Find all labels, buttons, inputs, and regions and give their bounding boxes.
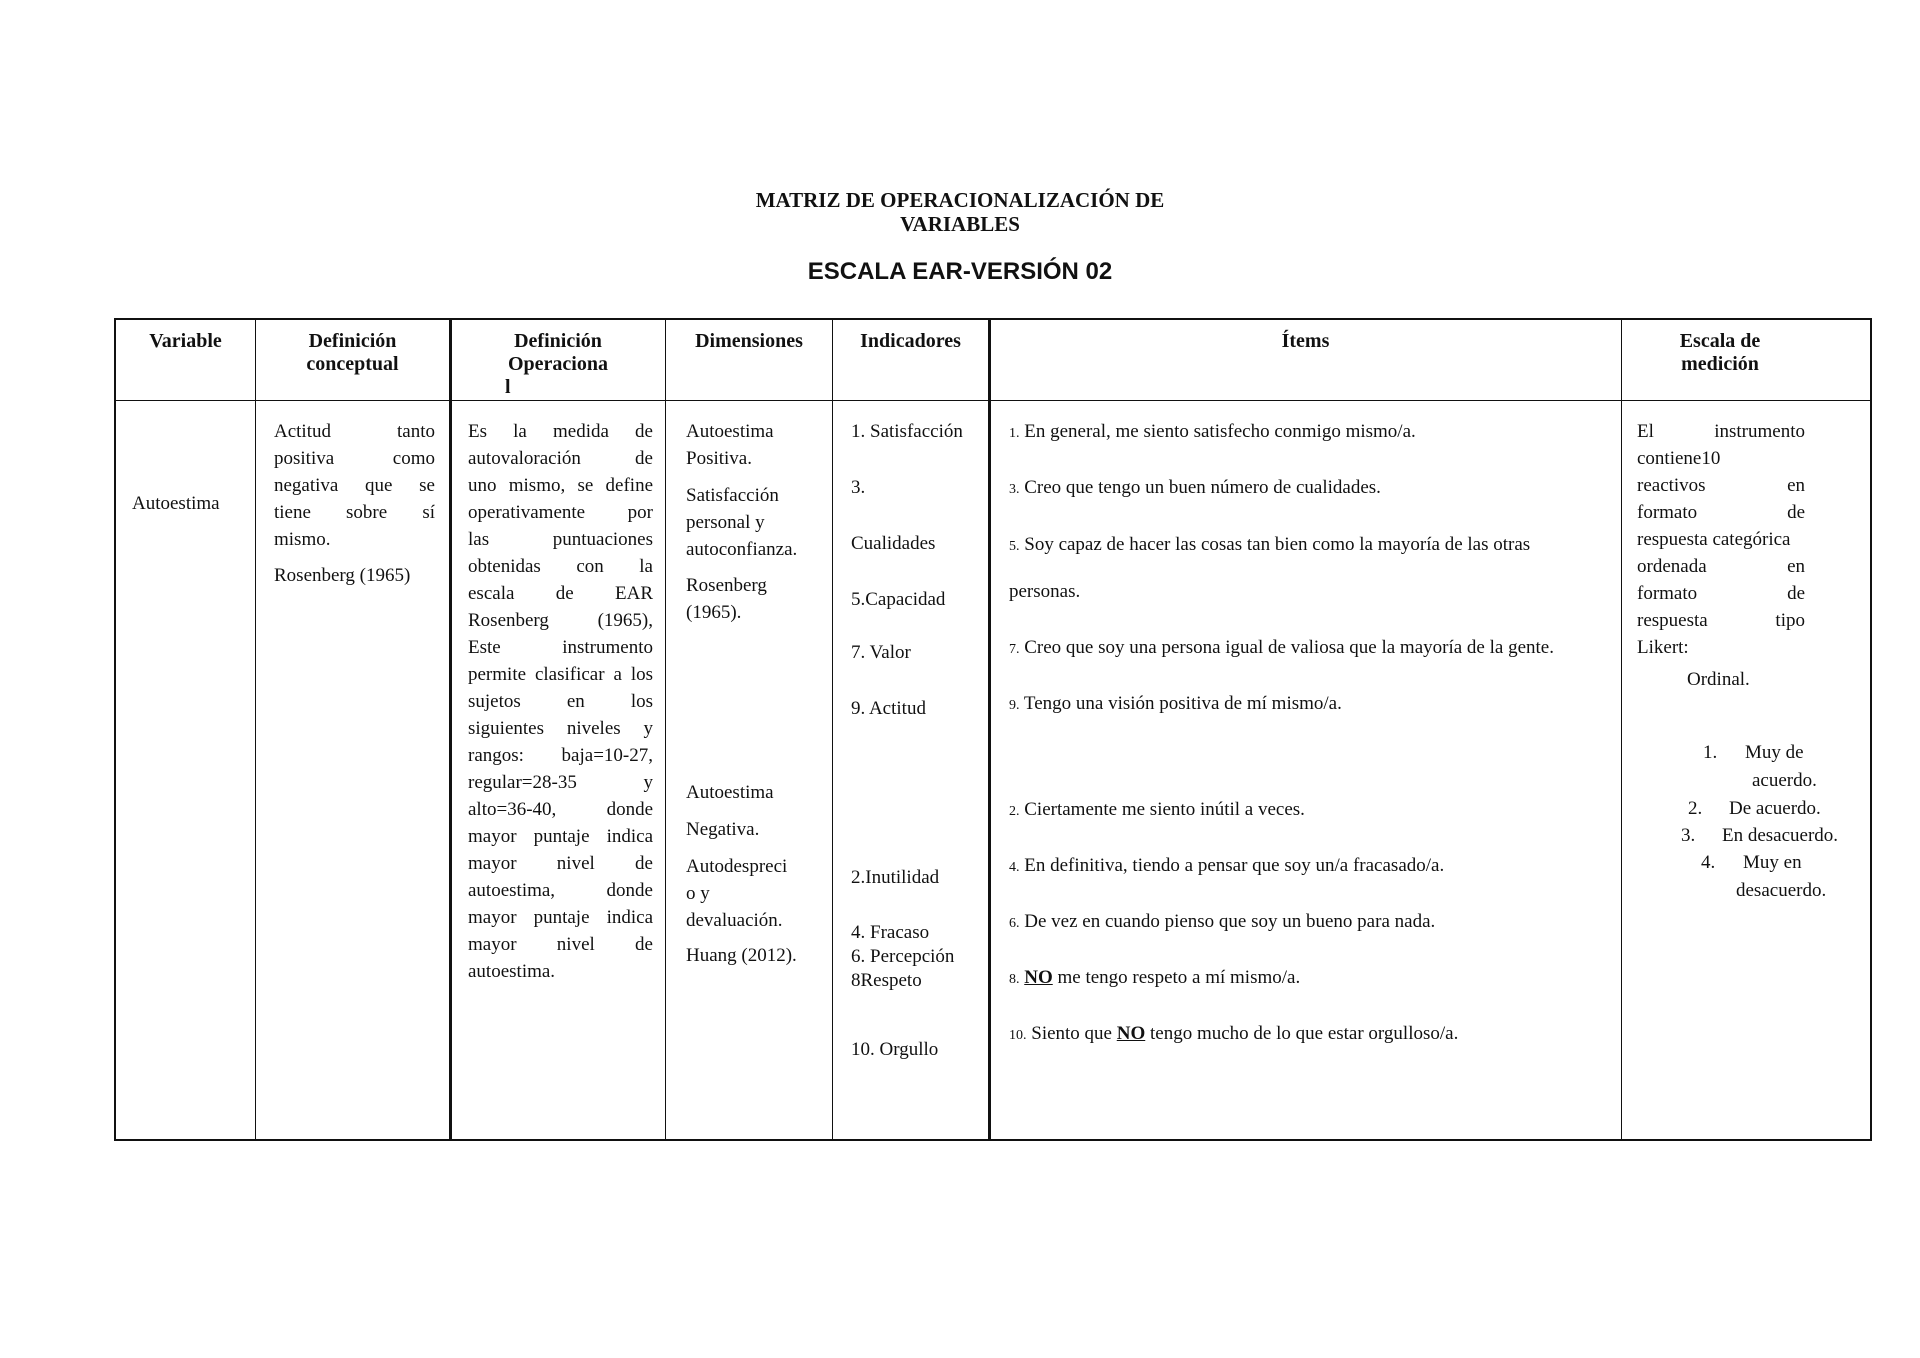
dimension-cite: (1965). <box>686 602 742 623</box>
text-line: contiene10 <box>1637 448 1721 469</box>
column-divider <box>988 318 991 1141</box>
indicador: 10. Orgullo <box>851 1039 939 1060</box>
item-text: Soy capaz de hacer las cosas tan bien como la mayoría de las otras <box>1024 534 1531 555</box>
item <box>1009 798 1305 824</box>
escala-option: acuerdo. <box>1752 770 1817 791</box>
indicador: 6. Percepción <box>851 946 955 967</box>
definicion-conceptual-cite: Rosenberg (1965) <box>274 565 411 586</box>
item <box>1009 420 1416 446</box>
column-divider <box>832 318 833 1141</box>
negation-emphasis: NO <box>1116 1023 1146 1044</box>
title-line-1: MATRIZ DE OPERACIONALIZACIÓN DE <box>755 188 1165 212</box>
indicador: 9. Actitud <box>851 698 926 719</box>
text-line: autoestima. <box>468 961 556 982</box>
text-line: uno mismo, se define <box>468 475 653 496</box>
header-text: Definición <box>308 330 397 352</box>
header-items <box>990 330 1621 353</box>
item-text: En definitiva, tiendo a pensar que soy un/a fracasado/a. <box>1024 855 1445 876</box>
text-line: respuesta categórica <box>1637 529 1791 550</box>
dimension-cite: Rosenberg <box>686 575 767 596</box>
text-line: formato de <box>1637 502 1805 523</box>
indicador: 2.Inutilidad <box>851 867 940 888</box>
item-number: 5. <box>1009 539 1020 554</box>
header-text: Operaciona <box>508 353 608 375</box>
item-number: 7. <box>1009 642 1020 657</box>
text-line: personal y <box>686 512 765 533</box>
escala-tipo: Ordinal. <box>1687 669 1750 690</box>
header-variable <box>116 330 255 353</box>
header-text: conceptual <box>306 353 399 375</box>
text-line: Es la medida de <box>468 421 653 442</box>
escala-option: En desacuerdo. <box>1722 825 1839 846</box>
dimension-subtext <box>686 511 818 535</box>
header-escala <box>1622 330 1818 376</box>
text-line: alto=36-40, donde <box>468 799 653 820</box>
item-number: 6. <box>1009 916 1020 931</box>
text-line: tiene sobre sí <box>274 502 435 523</box>
text-line: rangos: baja=10-27, <box>468 745 653 766</box>
column-divider <box>665 318 666 1141</box>
text-line: negativa que se <box>274 475 435 496</box>
indicador: 1. Satisfacción <box>851 421 963 442</box>
header-text: Definición <box>514 330 602 352</box>
dimension-subtext: o y <box>686 883 710 904</box>
text-line: permite clasificar a los <box>468 664 653 685</box>
text-line: sujetos en los <box>468 691 653 712</box>
title-line-2: VARIABLES <box>900 212 1020 236</box>
text-line: mismo. <box>274 529 331 550</box>
text-line: mayor puntaje indica <box>468 907 653 928</box>
dimension-subtext: autoconfianza. <box>686 539 798 560</box>
header-text: Ítems <box>1281 330 1330 352</box>
header-definicion-operacional <box>451 330 665 399</box>
variable-name: Autoestima <box>132 493 220 514</box>
escala-option: desacuerdo. <box>1736 880 1827 901</box>
text-line: formato de <box>1637 583 1805 604</box>
dimension-cite: Huang (2012). <box>686 945 797 966</box>
escala-descripcion <box>1637 418 1805 661</box>
item-number: 10. <box>1009 1028 1027 1043</box>
indicador: 8Respeto <box>851 970 922 991</box>
indicador: 7. Valor <box>851 642 911 663</box>
escala-option-number: 4. <box>1701 852 1716 873</box>
text-line: regular=28-35 y <box>468 772 653 793</box>
column-divider <box>1621 318 1622 1141</box>
item <box>1009 533 1530 559</box>
item <box>1009 854 1444 880</box>
item-text: En general, me siento satisfecho conmigo mismo/a. <box>1024 421 1416 442</box>
header-text: Dimensiones <box>695 330 803 352</box>
header-divider <box>114 400 1872 401</box>
text-line: Rosenberg (1965), <box>468 610 653 631</box>
item <box>1009 966 1300 992</box>
item <box>1009 692 1342 718</box>
definicion-operacional <box>468 418 653 985</box>
dimension-positiva: Autoestima <box>686 421 774 442</box>
text-line: Este instrumento <box>468 637 653 658</box>
text-line: Likert: <box>1637 637 1689 658</box>
dimension-subtext: Satisfacción <box>686 485 779 506</box>
dimension-subtext: devaluación. <box>686 910 783 931</box>
item-text: De vez en cuando pienso que soy un bueno para nada. <box>1024 911 1436 932</box>
text-line: siguientes niveles y <box>468 718 653 739</box>
header-indicadores <box>833 330 988 353</box>
text-line: mayor nivel de <box>468 853 653 874</box>
item-text: personas. <box>1009 581 1081 602</box>
text-line: autovaloración de <box>468 448 653 469</box>
text-line: ordenada en <box>1637 556 1805 577</box>
escala-option: Muy de <box>1745 742 1804 763</box>
item <box>1009 910 1435 936</box>
item <box>1009 1022 1458 1048</box>
item-text: Siento que <box>1031 1023 1117 1044</box>
header-definicion-conceptual <box>256 330 449 376</box>
negation-emphasis: NO <box>1024 967 1053 988</box>
text-line: obtenidas con la <box>468 556 653 577</box>
dimension-positiva: Positiva. <box>686 448 752 469</box>
text-line: positiva como <box>274 448 435 469</box>
escala-option-number: 2. <box>1688 798 1703 819</box>
item-continuation <box>1009 580 1080 604</box>
indicador: 5.Capacidad <box>851 589 946 610</box>
item-number: 4. <box>1009 860 1020 875</box>
item-text: Creo que tengo un buen número de cualidades. <box>1024 477 1381 498</box>
dimension-negativa: Autoestima <box>686 782 774 803</box>
dimension-negativa: Negativa. <box>686 819 760 840</box>
escala-option-number: 3. <box>1681 825 1696 846</box>
header-text: l <box>505 376 511 398</box>
header-text: medición <box>1681 353 1759 375</box>
item-text: Creo que soy una persona igual de valiosa que la mayoría de la gente. <box>1024 637 1554 658</box>
item-text: tengo mucho de lo que estar orgulloso/a. <box>1145 1023 1459 1044</box>
indicador: 4. Fracaso <box>851 922 930 943</box>
item-number: 2. <box>1009 804 1020 819</box>
text-line: mayor puntaje indica <box>468 826 653 847</box>
text-line: El instrumento <box>1637 421 1805 442</box>
header-variable-text: Variable <box>149 330 222 352</box>
indicador: Cualidades <box>851 533 936 554</box>
text-line: operativamente por <box>468 502 653 523</box>
header-text: Escala de <box>1679 330 1761 352</box>
dimension-subtext: Autodespreci <box>686 856 788 877</box>
item-text: Ciertamente me siento inútil a veces. <box>1024 799 1305 820</box>
document-title <box>660 188 1260 236</box>
item-number: 9. <box>1009 698 1020 713</box>
header-dimensiones <box>666 330 832 353</box>
column-divider <box>255 318 256 1141</box>
item-text: me tengo respeto a mí mismo/a. <box>1052 967 1301 988</box>
text-line: las puntuaciones <box>468 529 653 550</box>
text-line: respuesta tipo <box>1637 610 1805 631</box>
text-line: reactivos en <box>1637 475 1805 496</box>
item-number: 1. <box>1009 426 1020 441</box>
item <box>1009 476 1381 502</box>
definicion-conceptual <box>274 418 435 553</box>
indicador: 3. <box>851 477 866 498</box>
column-divider <box>449 318 452 1141</box>
text-line: autoestima, donde <box>468 880 653 901</box>
escala-option: Muy en <box>1743 852 1802 873</box>
item-number: 3. <box>1009 482 1020 497</box>
document-subtitle: ESCALA EAR-VERSIÓN 02 <box>807 258 1113 285</box>
escala-option-number: 1. <box>1703 742 1718 763</box>
header-text: Indicadores <box>860 330 961 352</box>
item-number: 8. <box>1009 972 1020 987</box>
text-line: mayor nivel de <box>468 934 653 955</box>
item <box>1009 636 1554 662</box>
text-line: Actitud tanto <box>274 421 435 442</box>
item-text: Tengo una visión positiva de mí mismo/a. <box>1023 693 1342 714</box>
text-line: escala de EAR <box>468 583 653 604</box>
escala-option: De acuerdo. <box>1729 798 1821 819</box>
